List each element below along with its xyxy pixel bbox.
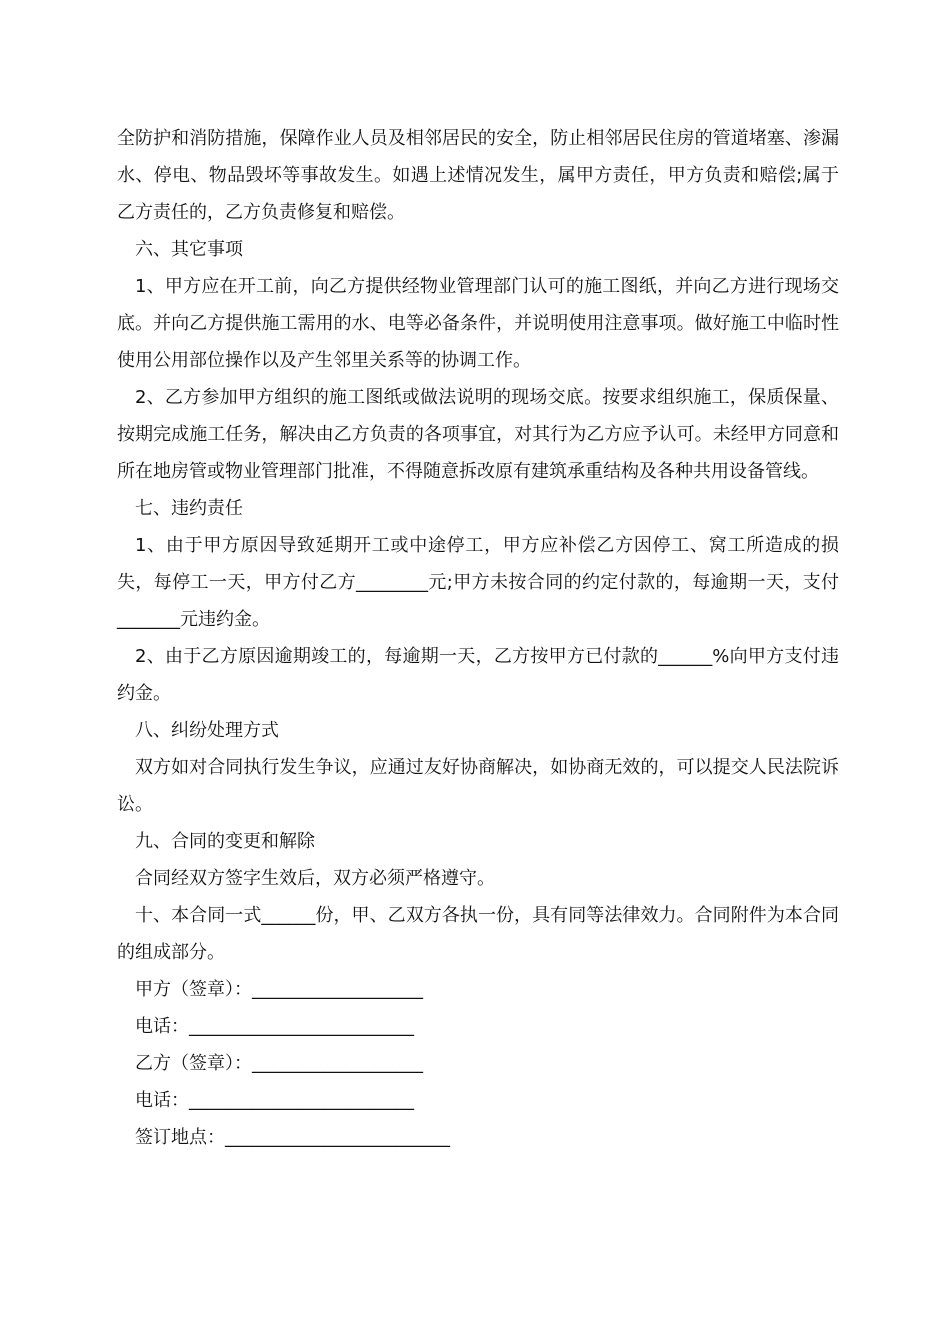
section-seven-heading: 七、违约责任	[135, 498, 243, 519]
party-b-phone-line: 电话：_________________________	[135, 1090, 414, 1111]
signing-place-line: 签订地点：_________________________	[135, 1127, 450, 1148]
safety-clause-paragraph: 全防护和消防措施，保障作业人员及相邻居民的安全，防止相邻居民住房的管道堵塞、渗漏水、停电、物品毁坏等事故发生。如遇上述情况发生，属甲方责任，甲方负责和赔偿;属于乙方责任的，乙方负责修复和赔偿。	[117, 128, 839, 223]
party-a-signature-line: 甲方（签章）：___________________	[135, 979, 423, 1000]
section-six-item-1: 1、甲方应在开工前，向乙方提供经物业管理部门认可的施工图纸，并向乙方进行现场交底。并向乙方提供施工需用的水、电等必备条件，并说明使用注意事项。做好施工中临时性使用公用部位操作以及产生邻里关系等的协调工作。	[117, 276, 839, 371]
section-eight-text: 双方如对合同执行发生争议，应通过友好协商解决，如协商无效的，可以提交人民法院诉讼。	[117, 757, 839, 815]
section-nine-text: 合同经双方签字生效后，双方必须严格遵守。	[135, 868, 495, 889]
section-nine-heading: 九、合同的变更和解除	[135, 831, 315, 852]
section-eight-heading: 八、纠纷处理方式	[135, 720, 279, 741]
section-six-heading: 六、其它事项	[135, 239, 243, 260]
section-six-item-2: 2、乙方参加甲方组织的施工图纸或做法说明的现场交底。按要求组织施工，保质保量、按期完成施工任务，解决由乙方负责的各项事宜，对其行为乙方应予认可。未经甲方同意和所在地房管或物业管理部门批准，不得随意拆改原有建筑承重结构及各种共用设备管线。	[117, 387, 839, 482]
party-a-phone-line: 电话：_________________________	[135, 1016, 414, 1037]
contract-body	[117, 120, 839, 1156]
section-seven-item-1: 1、由于甲方原因导致延期开工或中途停工，甲方应补偿乙方因停工、窝工所造成的损失，每停工一天，甲方付乙方________元;甲方未按合同的约定付款的，每逾期一天，支付_______元违约金。	[117, 535, 839, 630]
section-seven-item-2: 2、由于乙方原因逾期竣工的，每逾期一天，乙方按甲方已付款的______%向甲方支付违约金。	[117, 646, 839, 704]
section-ten-text: 十、本合同一式______份，甲、乙双方各执一份，具有同等法律效力。合同附件为本合同的组成部分。	[117, 905, 839, 963]
party-b-signature-line: 乙方（签章）：___________________	[135, 1053, 423, 1074]
